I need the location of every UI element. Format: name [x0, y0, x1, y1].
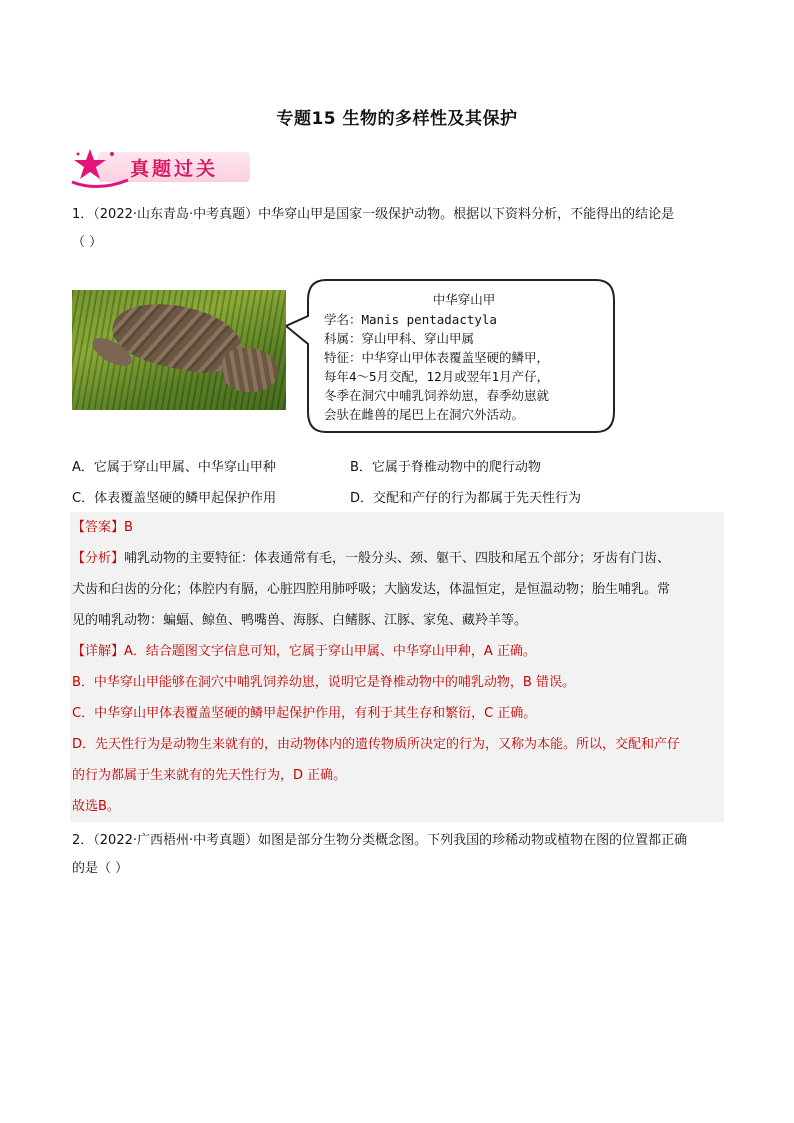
analysis-line-3: 见的哺乳动物：蝙蝠、鲸鱼、鸭嘴兽、海豚、白鳍豚、江豚、家兔、藏羚羊等。: [72, 613, 528, 628]
question-2-stem: [72, 827, 724, 883]
detail-tag: 【详解】: [72, 644, 125, 659]
banner-label: 真题过关: [130, 158, 219, 180]
detail-line-d2: 的行为都属于生来就有的先天性行为，D 正确。: [72, 768, 347, 783]
analysis-line-2: 犬齿和臼齿的分化；体腔内有膈，心脏四腔用肺呼吸；大脑发达，体温恒定，是恒温动物；胎生哺乳。常: [72, 582, 671, 597]
detail-conclusion: 故选B。: [72, 799, 120, 814]
info-line: 科属：穿山甲科、穿山甲属: [324, 331, 475, 346]
analysis-tag: 【分析】: [72, 551, 125, 566]
pangolin-info: [324, 290, 604, 424]
star-icon: [68, 146, 138, 192]
answer-line: [72, 512, 722, 543]
detail-line-d1: D．先天性行为是动物生来就有的，由动物体内的遗传物质所决定的行为，又称为本能。所以，交配和产仔: [72, 737, 681, 752]
answer-tag: 【答案】: [72, 520, 125, 535]
detail-line-c: C．中华穿山甲体表覆盖坚硬的鳞甲起保护作用，有利于其生存和繁衍，C 正确。: [72, 706, 537, 721]
section-banner: [68, 146, 252, 192]
analysis-text-1: 哺乳动物的主要特征：体表通常有毛，一般分头、颈、躯干、四肢和尾五个部分；牙齿有门齿、: [124, 551, 671, 566]
info-line: 特征：中华穿山甲体表覆盖坚硬的鳞甲，: [324, 350, 550, 365]
info-title: 中华穿山甲: [432, 292, 496, 307]
question-1-line2: （ ）: [72, 235, 103, 250]
answer-value: B: [124, 520, 133, 535]
analysis-line-1: [72, 543, 722, 574]
option-b: B．它属于脊椎动物中的爬行动物: [350, 460, 541, 475]
question-1-stem: [72, 201, 724, 257]
page-title: 专题15 生物的多样性及其保护: [276, 109, 518, 129]
info-line: 每年4～5月交配，12月或翌年1月产仔，: [324, 369, 550, 384]
pangolin-photo: [72, 290, 286, 410]
info-line: 学名：Manis pentadactyla: [324, 312, 497, 327]
option-c: C．体表覆盖坚硬的鳞甲起保护作用: [72, 491, 277, 506]
option-a: A．它属于穿山甲属、中华穿山甲种: [72, 460, 276, 475]
detail-line-a: [72, 636, 722, 667]
question-2-line1: 2．（2022·广西梧州·中考真题）如图是部分生物分类概念图。下列我国的珍稀动物或植物在图的位置都正确: [72, 833, 688, 848]
detail-line-b: B．中华穿山甲能够在洞穴中哺乳饲养幼崽，说明它是脊椎动物中的哺乳动物，B 错误。: [72, 675, 575, 690]
question-2-line2: 的是（ ）: [72, 861, 129, 876]
question-1-line1: 1．（2022·山东青岛·中考真题）中华穿山甲是国家一级保护动物。根据以下资料分析，不能得出的结论是: [72, 207, 675, 222]
info-line: 冬季在洞穴中哺乳饲养幼崽，春季幼崽就: [324, 388, 550, 403]
detail-text-a: A．结合题图文字信息可知，它属于穿山甲属、中华穿山甲种，A 正确。: [124, 644, 536, 659]
info-line: 会驮在雌兽的尾巴上在洞穴外活动。: [324, 407, 525, 422]
option-d: D．交配和产仔的行为都属于先天性行为: [350, 491, 582, 506]
